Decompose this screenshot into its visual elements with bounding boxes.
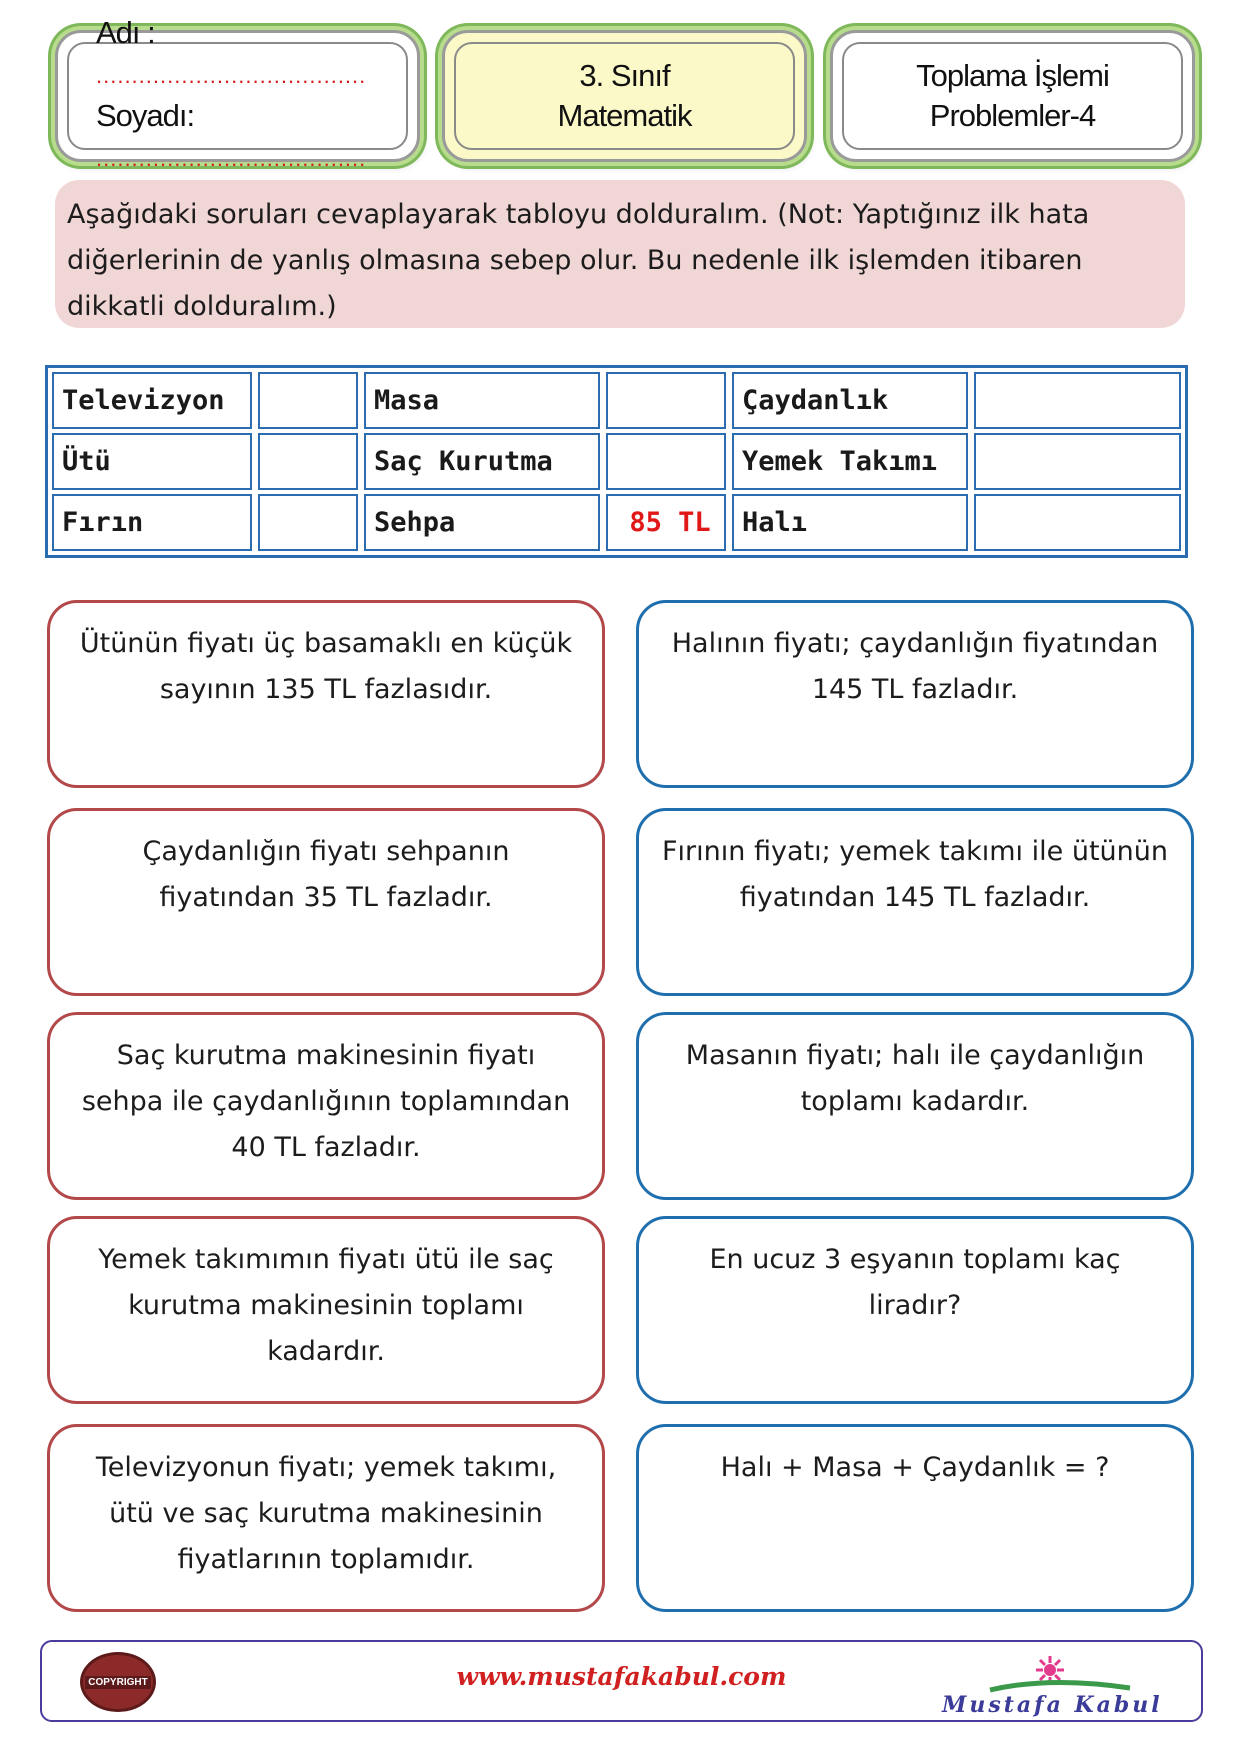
problem-box[interactable]: Masanın fiyatı; halı ile çaydanlığın toplamı kadardır. (636, 1012, 1194, 1200)
name-line (96, 13, 417, 96)
name-plaque (55, 15, 420, 171)
table-item-cell: Saç Kurutma (364, 433, 600, 490)
surname-label: Soyadı: (96, 98, 195, 133)
table-item-cell: Masa (364, 372, 600, 429)
table-price-cell[interactable] (606, 372, 726, 429)
table-item-cell: Çaydanlık (732, 372, 968, 429)
table-price-cell[interactable]: 85 TL (606, 494, 726, 551)
table-price-cell[interactable] (258, 494, 358, 551)
surname-line (96, 96, 417, 179)
table-item-cell: Fırın (52, 494, 252, 551)
table-item-cell: Halı (732, 494, 968, 551)
brand-logo-text: Mustafa Kabul (942, 1692, 1163, 1718)
subject-label: Matematik (557, 98, 692, 133)
table-price-cell[interactable] (258, 372, 358, 429)
name-field[interactable]: ...................................... (96, 63, 367, 88)
problem-box[interactable]: Halının fiyatı; çaydanlığın fiyatından 145 TL fazladır. (636, 600, 1194, 788)
footer (40, 1640, 1203, 1722)
surname-field[interactable]: ...................................... (96, 146, 367, 171)
problem-box[interactable]: Saç kurutma makinesinin fiyatı sehpa ile çaydanlığının toplamından 40 TL fazladır. (47, 1012, 605, 1200)
problem-box[interactable]: Halı + Masa + Çaydanlık = ? (636, 1424, 1194, 1612)
table-price-cell[interactable] (258, 433, 358, 490)
topic-label: Toplama İşlemi (916, 58, 1109, 93)
name-label: Adı : (96, 15, 155, 50)
table-price-cell[interactable] (974, 372, 1181, 429)
table-item-cell: Yemek Takımı (732, 433, 968, 490)
problem-box[interactable]: Yemek takımımın fiyatı ütü ile saç kurutma makinesinin toplamı kadardır. (47, 1216, 605, 1404)
table-item-cell: Ütü (52, 433, 252, 490)
problem-box[interactable]: En ucuz 3 eşyanın toplamı kaç liradır? (636, 1216, 1194, 1404)
problem-box[interactable]: Televizyonun fiyatı; yemek takımı, ütü ve saç kurutma makinesinin fiyatlarının toplamıdır. (47, 1424, 605, 1612)
worksheet-label: Problemler-4 (929, 98, 1096, 133)
instructions-text: Aşağıdaki soruları cevaplayarak tabloyu dolduralım. (Not: Yaptığınız ilk hata diğerlerinin de yanlış olmasına sebep olur. Bu nedenle ilk işlemden itibaren dikkatli dolduralım.) (55, 180, 1185, 328)
table-item-cell: Sehpa (364, 494, 600, 551)
problem-box[interactable]: Ütünün fiyatı üç basamaklı en küçük sayının 135 TL fazlasıdır. (47, 600, 605, 788)
problem-box[interactable]: Fırının fiyatı; yemek takımı ile ütünün fiyatından 145 TL fazladır. (636, 808, 1194, 996)
table-price-cell[interactable] (974, 494, 1181, 551)
copyright-stamp-text: COPYRIGHT (85, 1676, 150, 1689)
table-item-cell: Televizyon (52, 372, 252, 429)
class-plaque (442, 30, 807, 162)
problem-box[interactable]: Çaydanlığın fiyatı sehpanın fiyatından 35 TL fazladır. (47, 808, 605, 996)
table-price-cell[interactable] (974, 433, 1181, 490)
flower-logo-graphic (930, 1648, 1180, 1718)
price-table (45, 365, 1188, 558)
topic-plaque (830, 30, 1195, 162)
website-link[interactable]: www.mustafakabul.com (456, 1662, 787, 1691)
flower-logo-icon (930, 1648, 1180, 1718)
table-price-cell[interactable] (606, 433, 726, 490)
class-label: 3. Sınıf (579, 58, 670, 93)
